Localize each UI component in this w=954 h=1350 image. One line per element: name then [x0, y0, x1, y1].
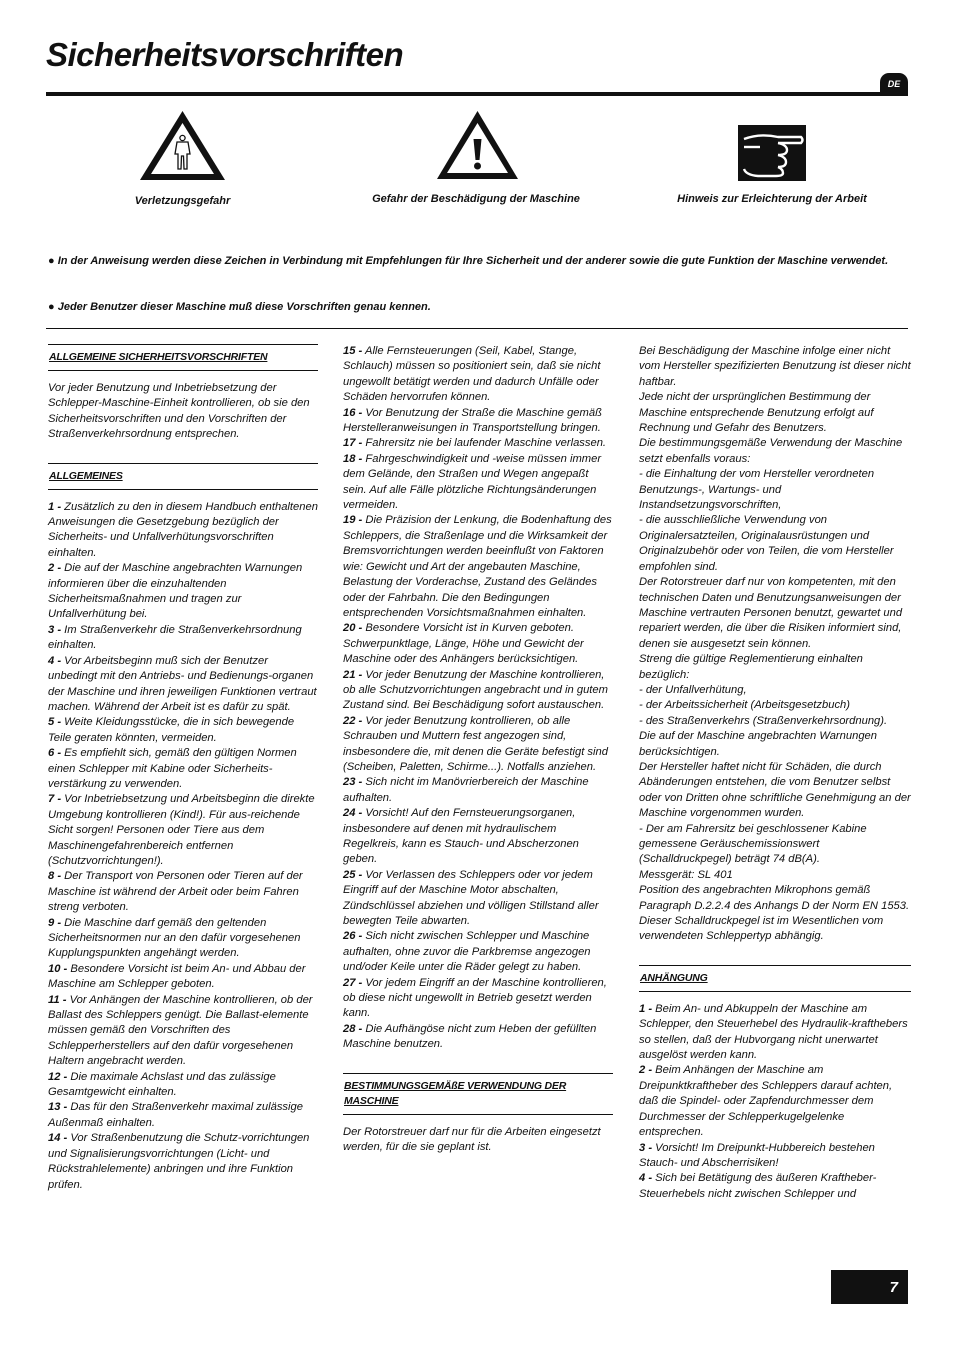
list-item	[343, 668, 613, 714]
item-number: 8 -	[48, 870, 62, 883]
item-text: Sich nicht im Manövrierbereich der Maschine aufhalten.	[343, 776, 589, 804]
item-number: 26 -	[343, 930, 363, 943]
item-text: Vor Inbetriebsetzung und Arbeitsbeginn die direkte Umgebung kontrollieren (Kind!). Für aus-reichende Sicht sorgen! Personen oder Tiere aus dem Maschinengefahrenbereich entfernen (Schutzvorrichtungen!).	[48, 793, 315, 867]
section-heading-general: ALLGEMEINES	[48, 463, 318, 490]
item-number: 21 -	[343, 668, 363, 681]
item-number: 27 -	[343, 976, 363, 989]
list-item	[48, 1070, 318, 1101]
item-text: Der Transport von Personen oder Tieren auf der Maschine ist während der Arbeit oder beim Fahren streng verboten.	[48, 870, 303, 914]
list-item	[48, 792, 318, 869]
icon-caption-injury: Verletzungsgefahr	[134, 195, 231, 207]
paragraph-line: Jede nicht der ursprünglichen Bestimmung der Maschine entsprechende Benutzung erfolgt auf Rechnung und Gefahr des Benutzers.	[639, 391, 874, 435]
list-item	[48, 993, 318, 1070]
column-1	[48, 344, 318, 1193]
user-note-text: Jeder Benutzer dieser Maschine muß diese Vorschriften genau kennen.	[57, 301, 431, 313]
item-number: 12 -	[48, 1070, 68, 1083]
list-item	[343, 452, 613, 514]
item-text: Vor Verlassen des Schleppers oder vor jedem Eingriff auf der Maschine Motor abschalten, Zündschlüssel abziehen und völligen Stillstand aller bewegten Teile abwarten.	[343, 868, 599, 928]
section-heading-hitching: ANHÄNGUNG	[639, 965, 911, 992]
list-item	[343, 714, 613, 776]
item-text: Vor jedem Eingriff an der Maschine kontrollieren, ob diese nicht ungewollt in Betrieb gesetzt werden kann.	[343, 976, 607, 1020]
item-text: Die maximale Achslast und das zulässige Gesamtgewicht einhalten.	[48, 1070, 276, 1099]
paragraph-line: Der Hersteller haftet nicht für Schäden, die durch Abänderungen entstehen, die vom Benutzer selbst oder von Dritten ohne schriftliche Genehmigung an der Maschine vorgenommen wurden.	[639, 760, 911, 820]
paragraph-line: Bei Beschädigung der Maschine infolge einer nicht vom Hersteller spezifizierten Benutzung ist dieser nicht haftbar.	[639, 345, 911, 388]
list-item	[48, 561, 318, 623]
intended-use-intro: Der Rotorstreuer darf nur für die Arbeiten eingesetzt werden, für die sie geplant ist.	[343, 1125, 601, 1154]
bullet-icon: ●	[48, 255, 55, 267]
user-note	[48, 300, 898, 315]
item-number: 2 -	[639, 1064, 653, 1077]
item-text: Beim Anhängen der Maschine am Dreipunktkraftheber des Schleppers darauf achten, daß die Spindel- oder Zapfendurchmesser dem Durchmesser der Schlepperkugelgelenke entsprechen.	[639, 1064, 893, 1139]
item-number: 5 -	[48, 716, 62, 729]
item-text: Besondere Vorsicht ist beim An- und Abbau der Maschine am Schlepper geboten.	[48, 962, 306, 991]
intro-note	[48, 254, 898, 269]
item-text: Die Aufhängöse nicht zum Heben der gefüllten Maschine benutzen.	[343, 1022, 597, 1051]
item-text: Weite Kleidungsstücke, die in sich bewegende Teile geraten könnten, vermeiden.	[48, 716, 295, 744]
list-item	[343, 436, 613, 451]
item-text: Sich nicht zwischen Schlepper und Maschine aufhalten, ohne zuvor die Parkbremse angezogen und/oder Keile unter die Räder gelegt zu haben.	[343, 930, 591, 974]
item-number: 15 -	[343, 345, 363, 357]
item-text: Vor Benutzung der Straße die Maschine gemäß Herstelleranweisungen in Transportstellung bringen.	[343, 406, 602, 435]
item-text: Vorsicht! Im Dreipunkt-Hubbereich bestehen Stauch- und Abscherrisiken!	[639, 1141, 875, 1169]
item-number: 14 -	[48, 1132, 68, 1145]
item-number: 4 -	[48, 654, 62, 667]
item-text: Die Präzision der Lenkung, die Bodenhaftung des Schleppers, die Straßenlage und die Wirksamkeit der Bremsvorrichtungen werden beeinflußt von Faktoren wie: Gewicht und Art der angebauten Maschine, Belastung der Vorderachse, Zustand des Geländes oder der Fahrbahn. Die den Bedingungen entsprechenden Vorsichtsmaßnahmen einhalten.	[343, 514, 612, 619]
paragraph-line: - der Unfallverhütung,	[639, 683, 747, 696]
item-number: 7 -	[48, 793, 62, 806]
item-number: 1 -	[48, 500, 62, 513]
item-number: 2 -	[48, 562, 62, 575]
general-items-col2	[343, 344, 613, 1053]
list-item	[639, 1063, 911, 1140]
hitching-items	[639, 1002, 911, 1202]
paragraph-line: - des Straßenverkehrs (Straßenverkehrsordnung).	[639, 714, 888, 727]
item-text: Zusätzlich zu den in diesem Handbuch enthaltenen Anweisungen die Gesetzgebung bezüglich der Sicherheits- und Unfallverhütungsvorschriften einhalten.	[48, 500, 318, 559]
paragraph-line: Die auf der Maschine angebrachten Warnungen berücksichtigen.	[639, 730, 877, 758]
list-item	[48, 1131, 318, 1193]
item-text: Alle Fernsteuerungen (Seil, Kabel, Stange, Schlauch) müssen so positioniert sein, daß sie nicht ungewollt betätigt werden und dadurch Unfälle oder Schäden hervorrufen können.	[343, 345, 601, 404]
item-text: Fahrersitz nie bei laufender Maschine verlassen.	[365, 437, 607, 450]
paragraph-line: - die ausschließliche Verwendung von Originalersatzteilen, Originalausrüstungen und Originalzubehör oder von Teilen, die vom Hersteller empfohlen sind.	[639, 514, 894, 573]
list-item	[343, 406, 613, 437]
paragraph-line: Die bestimmungsgemäße Verwendung der Maschine setzt ebenfalls voraus:	[639, 437, 903, 465]
item-number: 23 -	[343, 776, 363, 789]
list-item	[48, 962, 318, 993]
paragraph-line: - Der am Fahrersitz bei geschlossener Kabine gemessene Geräuschemissionswert (Schalldruckpegel) beträgt 74 dB(A).	[639, 822, 867, 866]
item-text: Die Maschine darf gemäß den geltenden Sicherheitsnormen nur an den dafür vorgesehenen Kupplungspunkten angehängt werden.	[48, 916, 301, 960]
list-item	[48, 654, 318, 716]
page-title: Sicherheitsvorschriften	[46, 36, 404, 73]
general-items-col1	[48, 500, 318, 1193]
list-item	[48, 623, 318, 654]
item-text: Im Straßenverkehr die Straßenverkehrsordnung einhalten.	[48, 623, 302, 652]
item-number: 19 -	[343, 514, 363, 527]
column-3	[639, 344, 911, 1202]
item-text: Beim An- und Abkuppeln der Maschine am Schlepper, den Steuerhebel des Hydraulik-krafthebers so stellen, daß der Hubvorgang nicht unerwartet ausgelöst werden kann.	[639, 1002, 908, 1062]
item-text: Die auf der Maschine angebrachten Warnungen informieren über die einzuhaltenden Sicherheitsmaßnahmen und tragen zur Unfallverhütung bei.	[48, 562, 303, 621]
item-number: 10 -	[48, 962, 68, 975]
page-number: 7	[831, 1270, 908, 1304]
list-item	[343, 344, 613, 406]
item-text: Vor Straßenbenutzung die Schutz-vorrichtungen und Signalisierungsvorrichtungen (Licht- und Rückstrahlelemente) anbringen und ihre Funktion prüfen.	[48, 1132, 310, 1191]
item-text: Vor Anhängen der Maschine kontrollieren, ob der Ballast des Schleppers genügt. Die Ballast-elemente müssen gemäß den Vorschriften des Schlepperherstellers auf den dafür vorgesehenen Haltern angebracht werden.	[48, 993, 313, 1068]
paragraph-line: Position des angebrachten Mikrophons gemäß Paragraph D.2.2.4 des Anhangs D der Norm EN 1553.	[639, 884, 910, 912]
item-text: Es empfiehlt sich, gemäß den gültigen Normen einen Schlepper mit Kabine oder Sicherheits-verstärkung zu verwenden.	[48, 747, 297, 790]
list-item	[343, 929, 613, 975]
general-safety-text: Vor jeder Benutzung und Inbetriebsetzung der Schlepper-Maschine-Einheit kontrollieren, ob sie den Sicherheitsvorschriften und den Vorschriften der Straßenverkehrsordnung entsprechen.	[48, 382, 310, 441]
column-2	[343, 344, 613, 1156]
list-item	[48, 869, 318, 915]
item-number: 4 -	[639, 1172, 653, 1185]
list-item	[343, 976, 613, 1022]
pointing-hand-icon	[738, 125, 806, 181]
exclamation-warning-icon	[435, 109, 520, 181]
item-text: Vor jeder Benutzung kontrollieren, ob alle Schrauben und Muttern fest angezogen sind, insbesondere die, mit denen die Geräte befestigt sind (Scheiben, Paletten, Schirme...). Notfalls anziehen.	[343, 714, 608, 773]
paragraph-line: Streng die gültige Reglementierung einhalten bezüglich:	[639, 653, 863, 681]
item-number: 13 -	[48, 1101, 68, 1114]
item-number: 11 -	[48, 993, 67, 1006]
person-warning-icon	[138, 109, 227, 182]
item-number: 17 -	[343, 437, 363, 450]
item-text: Das für den Straßenverkehr maximal zulässige Außenmaß einhalten.	[48, 1101, 303, 1129]
item-number: 28 -	[343, 1022, 363, 1035]
item-number: 3 -	[48, 623, 62, 636]
list-item	[639, 1141, 911, 1172]
item-number: 22 -	[343, 714, 363, 727]
list-item	[343, 868, 613, 930]
paragraph-line: - der Arbeitssicherheit (Arbeitsgesetzbuch)	[639, 699, 850, 712]
paragraph-line: Messgerät: SL 401	[639, 868, 733, 881]
icon-caption-machine-damage: Gefahr der Beschädigung der Maschine	[372, 193, 580, 205]
list-item	[343, 775, 613, 806]
item-number: 25 -	[343, 868, 363, 881]
list-item	[48, 916, 318, 962]
list-item	[343, 513, 613, 621]
item-number: 18 -	[343, 452, 363, 465]
item-number: 16 -	[343, 406, 363, 419]
bullet-icon: ●	[48, 301, 55, 313]
item-text: Vorsicht! Auf den Fernsteuerungsorganen, insbesondere auf denen mit hydraulischem Regelkreis, kann es Stauch- und Abscherzonen geben.	[343, 807, 579, 866]
item-number: 20 -	[343, 622, 363, 635]
item-text: Vor Arbeitsbeginn muß sich der Benutzer unbedingt mit den Antriebs- und Bedienungs-organen der Maschine und ihren jeweiligen Funktionen vertraut machen. Während der Arbeit ist es dafür zu spät.	[48, 654, 317, 713]
title-divider	[46, 92, 908, 96]
section-heading-general-safety: ALLGEMEINE SICHERHEITSVORSCHRIFTEN	[48, 344, 318, 371]
section-heading-intended-use: BESTIMMUNGSGEMÄßE VERWENDUNG DER MASCHINE	[343, 1073, 613, 1115]
item-number: 3 -	[639, 1141, 653, 1154]
notes-divider	[46, 328, 908, 329]
item-number: 24 -	[343, 807, 363, 820]
list-item	[639, 1002, 911, 1064]
list-item	[343, 1022, 613, 1053]
list-item	[343, 621, 613, 667]
item-number: 1 -	[639, 1002, 653, 1015]
item-text: Fahrgeschwindigkeit und -weise müssen immer dem Gelände, den Straßen und Wegen angepaßt sein. Auf alle Fälle plötzliche Richtungsänderungen vermeiden.	[343, 452, 602, 512]
intro-note-text: In der Anweisung werden diese Zeichen in Verbindung mit Empfehlungen für Ihre Sicherheit und der anderer sowie die gute Funktion der Maschine verwendet.	[57, 255, 889, 267]
list-item	[639, 1171, 911, 1202]
intended-use-lines	[639, 344, 911, 945]
item-number: 9 -	[48, 916, 62, 929]
language-badge: DE	[880, 73, 908, 95]
item-text: Besondere Vorsicht ist in Kurven geboten. Schwerpunktlage, Länge, Höhe und Gewicht der Maschine oder des Anhängers berücksichtigen.	[343, 622, 584, 666]
icon-caption-work-hint: Hinweis zur Erleichterung der Arbeit	[677, 193, 867, 205]
item-text: Vor jeder Benutzung der Maschine kontrollieren, ob alle Schutzvorrichtungen angebracht und in gutem Zustand sind. Bei Beschädigung sofort austauschen.	[343, 668, 608, 712]
paragraph-line: Dieser Schalldruckpegel ist im Wesentlichen vom verwendeten Schleppertyp abhängig.	[639, 915, 884, 943]
list-item	[48, 500, 318, 562]
list-item	[48, 746, 318, 792]
item-text: Sich bei Betätigung des äußeren Kraftheber-Steuerhebels nicht zwischen Schlepper und	[639, 1172, 877, 1200]
list-item	[48, 1100, 318, 1131]
list-item	[48, 715, 318, 746]
paragraph-line: Der Rotorstreuer darf nur von kompetenten, mit den technischen Daten und Benutzungsanweisungen der Maschine vertrauten Personen benutzt, gewartet und repariert werden, die über die Risiken informiert sind, denen sie ausgesetzt sein können.	[639, 576, 903, 650]
paragraph-line: - die Einhaltung der vom Hersteller verordneten Benutzungs-, Wartungs- und Instandsetzungsvorschriften,	[639, 468, 875, 512]
item-number: 6 -	[48, 747, 62, 760]
list-item	[343, 806, 613, 868]
